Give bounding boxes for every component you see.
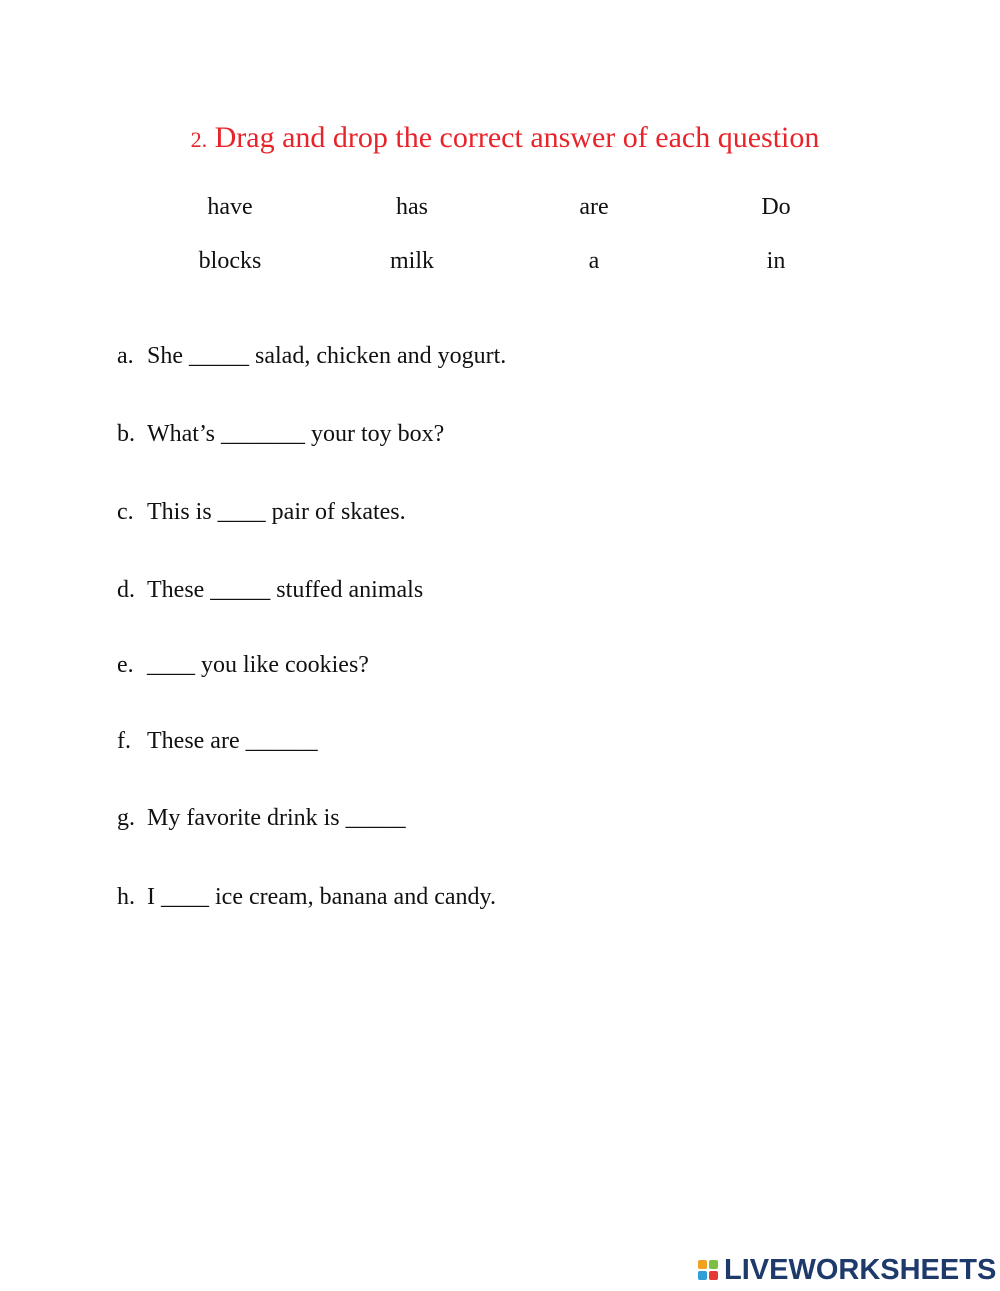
question-item <box>117 882 496 912</box>
liveworksheets-logo-text: LIVEWORKSHEETS <box>724 1254 997 1286</box>
question-item <box>117 497 406 527</box>
question-item <box>117 419 444 449</box>
question-text[interactable]: These are ______ <box>147 728 318 754</box>
word-bank-item[interactable]: a <box>588 248 600 274</box>
question-text[interactable]: These _____ stuffed animals <box>147 577 424 603</box>
question-text[interactable]: This is ____ pair of skates. <box>147 499 406 525</box>
question-letter: b. <box>117 421 135 447</box>
liveworksheets-logo-icon <box>698 1259 720 1281</box>
exercise-number: 2. <box>190 127 208 152</box>
question-item <box>117 650 369 680</box>
word-bank-item[interactable]: are <box>579 194 609 220</box>
word-bank-item[interactable]: have <box>207 194 253 220</box>
question-item <box>117 575 423 605</box>
question-item <box>117 803 406 833</box>
question-letter: h. <box>117 884 135 910</box>
question-letter: f. <box>117 728 131 754</box>
question-text[interactable]: I ____ ice cream, banana and candy. <box>147 884 496 910</box>
question-letter: e. <box>117 652 134 678</box>
liveworksheets-logo <box>698 1255 996 1285</box>
exercise-title <box>0 118 1000 160</box>
word-bank-item[interactable]: milk <box>389 248 434 274</box>
question-letter: g. <box>117 805 135 831</box>
word-bank-item[interactable]: Do <box>761 194 791 220</box>
question-letter: a. <box>117 343 134 369</box>
question-letter: d. <box>117 577 135 603</box>
word-bank-item[interactable]: in <box>766 248 786 274</box>
word-bank-item[interactable]: blocks <box>198 248 262 274</box>
question-text[interactable]: What’s _______ your toy box? <box>147 421 445 447</box>
question-letter: c. <box>117 499 134 525</box>
question-item <box>117 726 318 756</box>
question-text[interactable]: ____ you like cookies? <box>147 652 369 678</box>
question-item <box>117 341 506 371</box>
exercise-instruction: Drag and drop the correct answer of each question <box>214 121 820 154</box>
question-text[interactable]: She _____ salad, chicken and yogurt. <box>147 343 507 369</box>
question-text[interactable]: My favorite drink is _____ <box>147 805 406 831</box>
word-bank-item[interactable]: has <box>396 194 428 220</box>
